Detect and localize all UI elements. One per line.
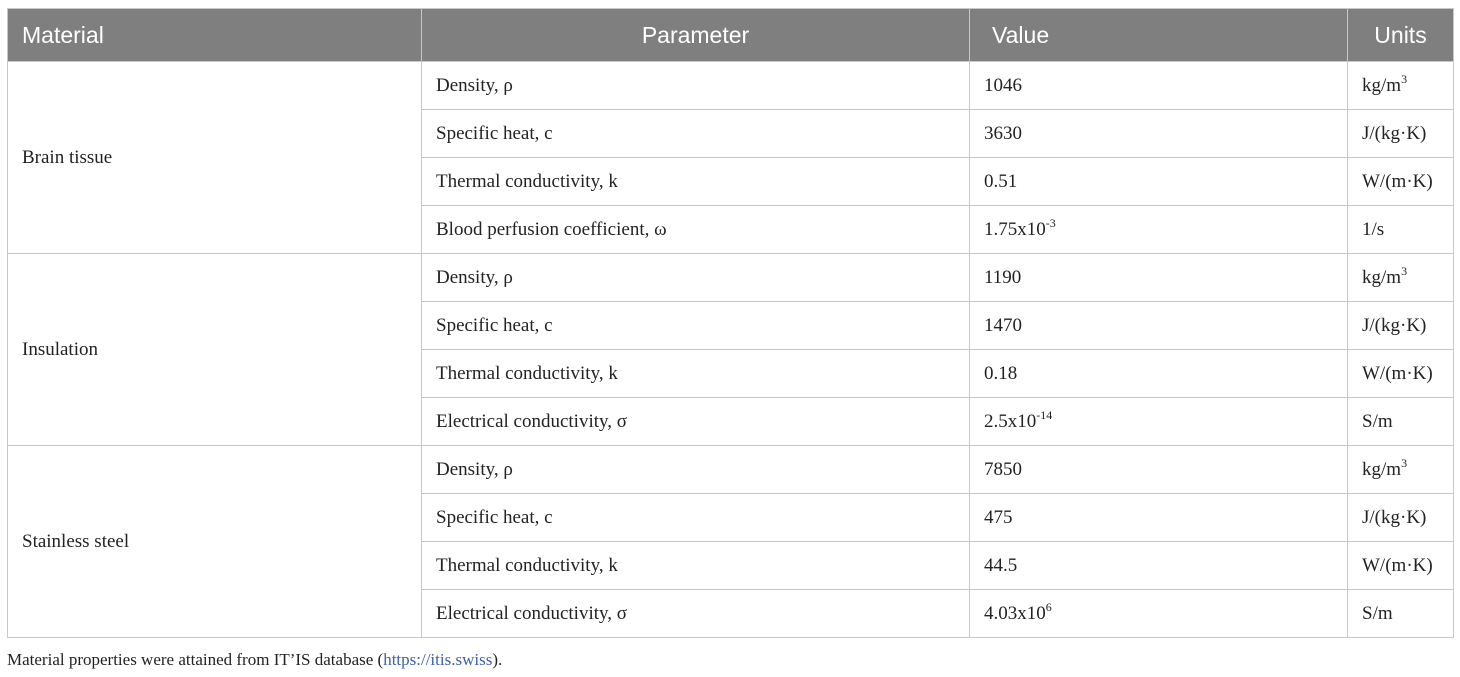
value-text: 4.03x10 [984, 602, 1046, 624]
parameter-cell: Thermal conductivity, k [422, 542, 970, 590]
units-cell [1348, 398, 1454, 446]
units-text: S/m [1362, 602, 1393, 624]
parameter-cell: Density, ρ [422, 446, 970, 494]
value-text: 44.5 [984, 554, 1018, 576]
table-row [8, 62, 1454, 110]
units-cell [1348, 302, 1454, 350]
value-cell [970, 590, 1348, 638]
value-text: 1.75x10 [984, 218, 1046, 240]
material-cell: Stainless steel [8, 446, 422, 638]
units-text: kg/m [1362, 74, 1402, 96]
units-exponent: 3 [1401, 263, 1408, 278]
parameter-cell: Specific heat, c [422, 110, 970, 158]
table-row [8, 446, 1454, 494]
value-text: 1190 [984, 266, 1022, 288]
value-cell [970, 302, 1348, 350]
value-text: 1470 [984, 314, 1022, 336]
value-cell [970, 110, 1348, 158]
units-text: J/(kg·K) [1362, 506, 1427, 528]
material-cell: Brain tissue [8, 62, 422, 254]
units-cell [1348, 350, 1454, 398]
units-cell [1348, 62, 1454, 110]
footnote-end: ). [492, 650, 503, 669]
value-exponent: 6 [1045, 599, 1052, 614]
value-cell [970, 350, 1348, 398]
units-cell [1348, 206, 1454, 254]
table-body [8, 62, 1454, 638]
value-cell [970, 206, 1348, 254]
units-cell [1348, 542, 1454, 590]
material-cell: Insulation [8, 254, 422, 446]
parameter-cell: Thermal conductivity, k [422, 158, 970, 206]
parameter-cell: Density, ρ [422, 62, 970, 110]
value-cell [970, 446, 1348, 494]
value-exponent: -14 [1036, 407, 1053, 422]
units-cell [1348, 158, 1454, 206]
value-cell [970, 398, 1348, 446]
value-cell [970, 158, 1348, 206]
value-text: 0.51 [984, 170, 1018, 192]
footnote-text: Material properties were attained from IT’IS database ( [7, 650, 384, 669]
table-footnote [7, 650, 502, 670]
units-exponent: 3 [1401, 455, 1408, 470]
header-parameter: Parameter [422, 9, 970, 62]
value-text: 2.5x10 [984, 410, 1037, 432]
table-row [8, 254, 1454, 302]
units-cell [1348, 494, 1454, 542]
value-cell [970, 254, 1348, 302]
units-cell [1348, 446, 1454, 494]
parameter-cell: Density, ρ [422, 254, 970, 302]
parameter-cell: Electrical conductivity, σ [422, 398, 970, 446]
database-link[interactable]: https://itis.swiss [383, 650, 493, 669]
value-cell [970, 494, 1348, 542]
units-text: kg/m [1362, 458, 1402, 480]
units-cell [1348, 254, 1454, 302]
units-text: J/(kg·K) [1362, 314, 1427, 336]
value-text: 0.18 [984, 362, 1018, 384]
parameter-cell: Specific heat, c [422, 302, 970, 350]
value-text: 7850 [984, 458, 1022, 480]
properties-table-container [7, 8, 1453, 638]
units-text: W/(m·K) [1362, 170, 1433, 192]
units-text: kg/m [1362, 266, 1402, 288]
value-text: 475 [984, 506, 1013, 528]
units-text: S/m [1362, 410, 1393, 432]
header-row [8, 9, 1454, 62]
header-value: Value [970, 9, 1348, 62]
value-text: 1046 [984, 74, 1022, 96]
units-cell [1348, 590, 1454, 638]
units-text: W/(m·K) [1362, 554, 1433, 576]
units-text: 1/s [1362, 218, 1385, 240]
units-cell [1348, 110, 1454, 158]
parameter-cell: Electrical conductivity, σ [422, 590, 970, 638]
units-exponent: 3 [1401, 71, 1408, 86]
parameter-cell: Specific heat, c [422, 494, 970, 542]
parameter-cell: Blood perfusion coefficient, ω [422, 206, 970, 254]
units-text: W/(m·K) [1362, 362, 1433, 384]
units-text: J/(kg·K) [1362, 122, 1427, 144]
value-cell [970, 542, 1348, 590]
header-units: Units [1348, 9, 1454, 62]
value-exponent: -3 [1045, 215, 1056, 230]
value-text: 3630 [984, 122, 1022, 144]
parameter-cell: Thermal conductivity, k [422, 350, 970, 398]
value-cell [970, 62, 1348, 110]
material-properties-table [7, 8, 1454, 638]
header-material: Material [8, 9, 422, 62]
table-header [8, 9, 1454, 62]
